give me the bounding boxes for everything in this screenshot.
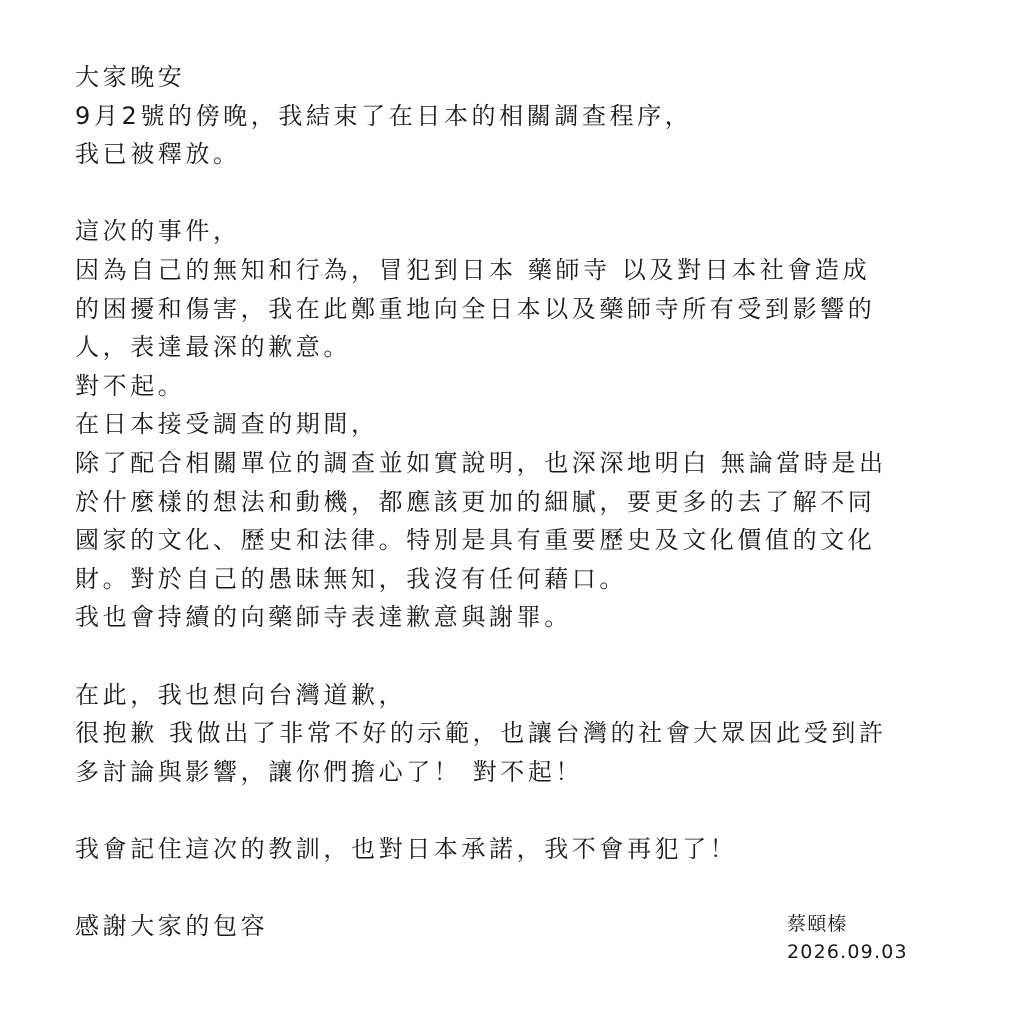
letter-line: 的困擾和傷害，我在此鄭重地向全日本以及藥師寺所有受到影響的 [75,294,876,323]
paragraph-spacer [75,868,955,907]
paragraph-spacer [75,174,955,213]
paragraph-greeting [75,58,955,174]
letter-line: 大家晚安 [75,63,186,91]
signature-name: 蔡頤榛 [787,913,848,935]
letter-line: 感謝大家的包容 [75,912,269,941]
letter-line: 在日本接受調查的期間， [75,410,379,439]
letter-line: 這次的事件， [75,217,241,246]
letter-line: 在此，我也想向台灣道歉， [75,680,407,709]
paragraph-apology-taiwan [75,676,955,792]
letter-line: 除了配合相關單位的調查並如實說明，也深深地明白 無論當時是出 [75,448,887,477]
letter-line: 很抱歉 我做出了非常不好的示範，也讓台灣的社會大眾因此受到許 [75,719,887,748]
letter-line: 於什麼樣的想法和動機，都應該更加的細膩，要更多的去了解不同 [75,487,876,516]
letter-line: 我會記住這次的教訓，也對日本承諾，我不會再犯了！ [75,834,738,863]
letter-line: 對不起。 [75,371,186,400]
letter-line: 國家的文化、歷史和法律。特別是具有重要歷史及文化價值的文化 [75,526,876,555]
letter-line: 我已被釋放。 [75,140,241,169]
letter-line: 9月2號的傍晚，我結束了在日本的相關調查程序， [75,101,693,130]
letter-line: 人，表達最深的歉意。 [75,333,351,362]
signature-block [787,911,908,965]
paragraph-promise [75,830,955,869]
letter-line: 多討論與影響，讓你們擔心了！ 對不起！ [75,757,584,786]
signature-date: 2026.09.03 [787,941,908,963]
paragraph-apology-japan [75,212,955,637]
letter-line: 我也會持續的向藥師寺表達歉意與謝罪。 [75,603,572,632]
letter-line: 因為自己的無知和行為，冒犯到日本 藥師寺 以及對日本社會造成 [75,255,871,284]
paragraph-spacer [75,791,955,830]
paragraph-spacer [75,637,955,676]
letter-line: 財。對於自己的愚昧無知，我沒有任何藉口。 [75,564,627,593]
letter-body [75,58,955,946]
